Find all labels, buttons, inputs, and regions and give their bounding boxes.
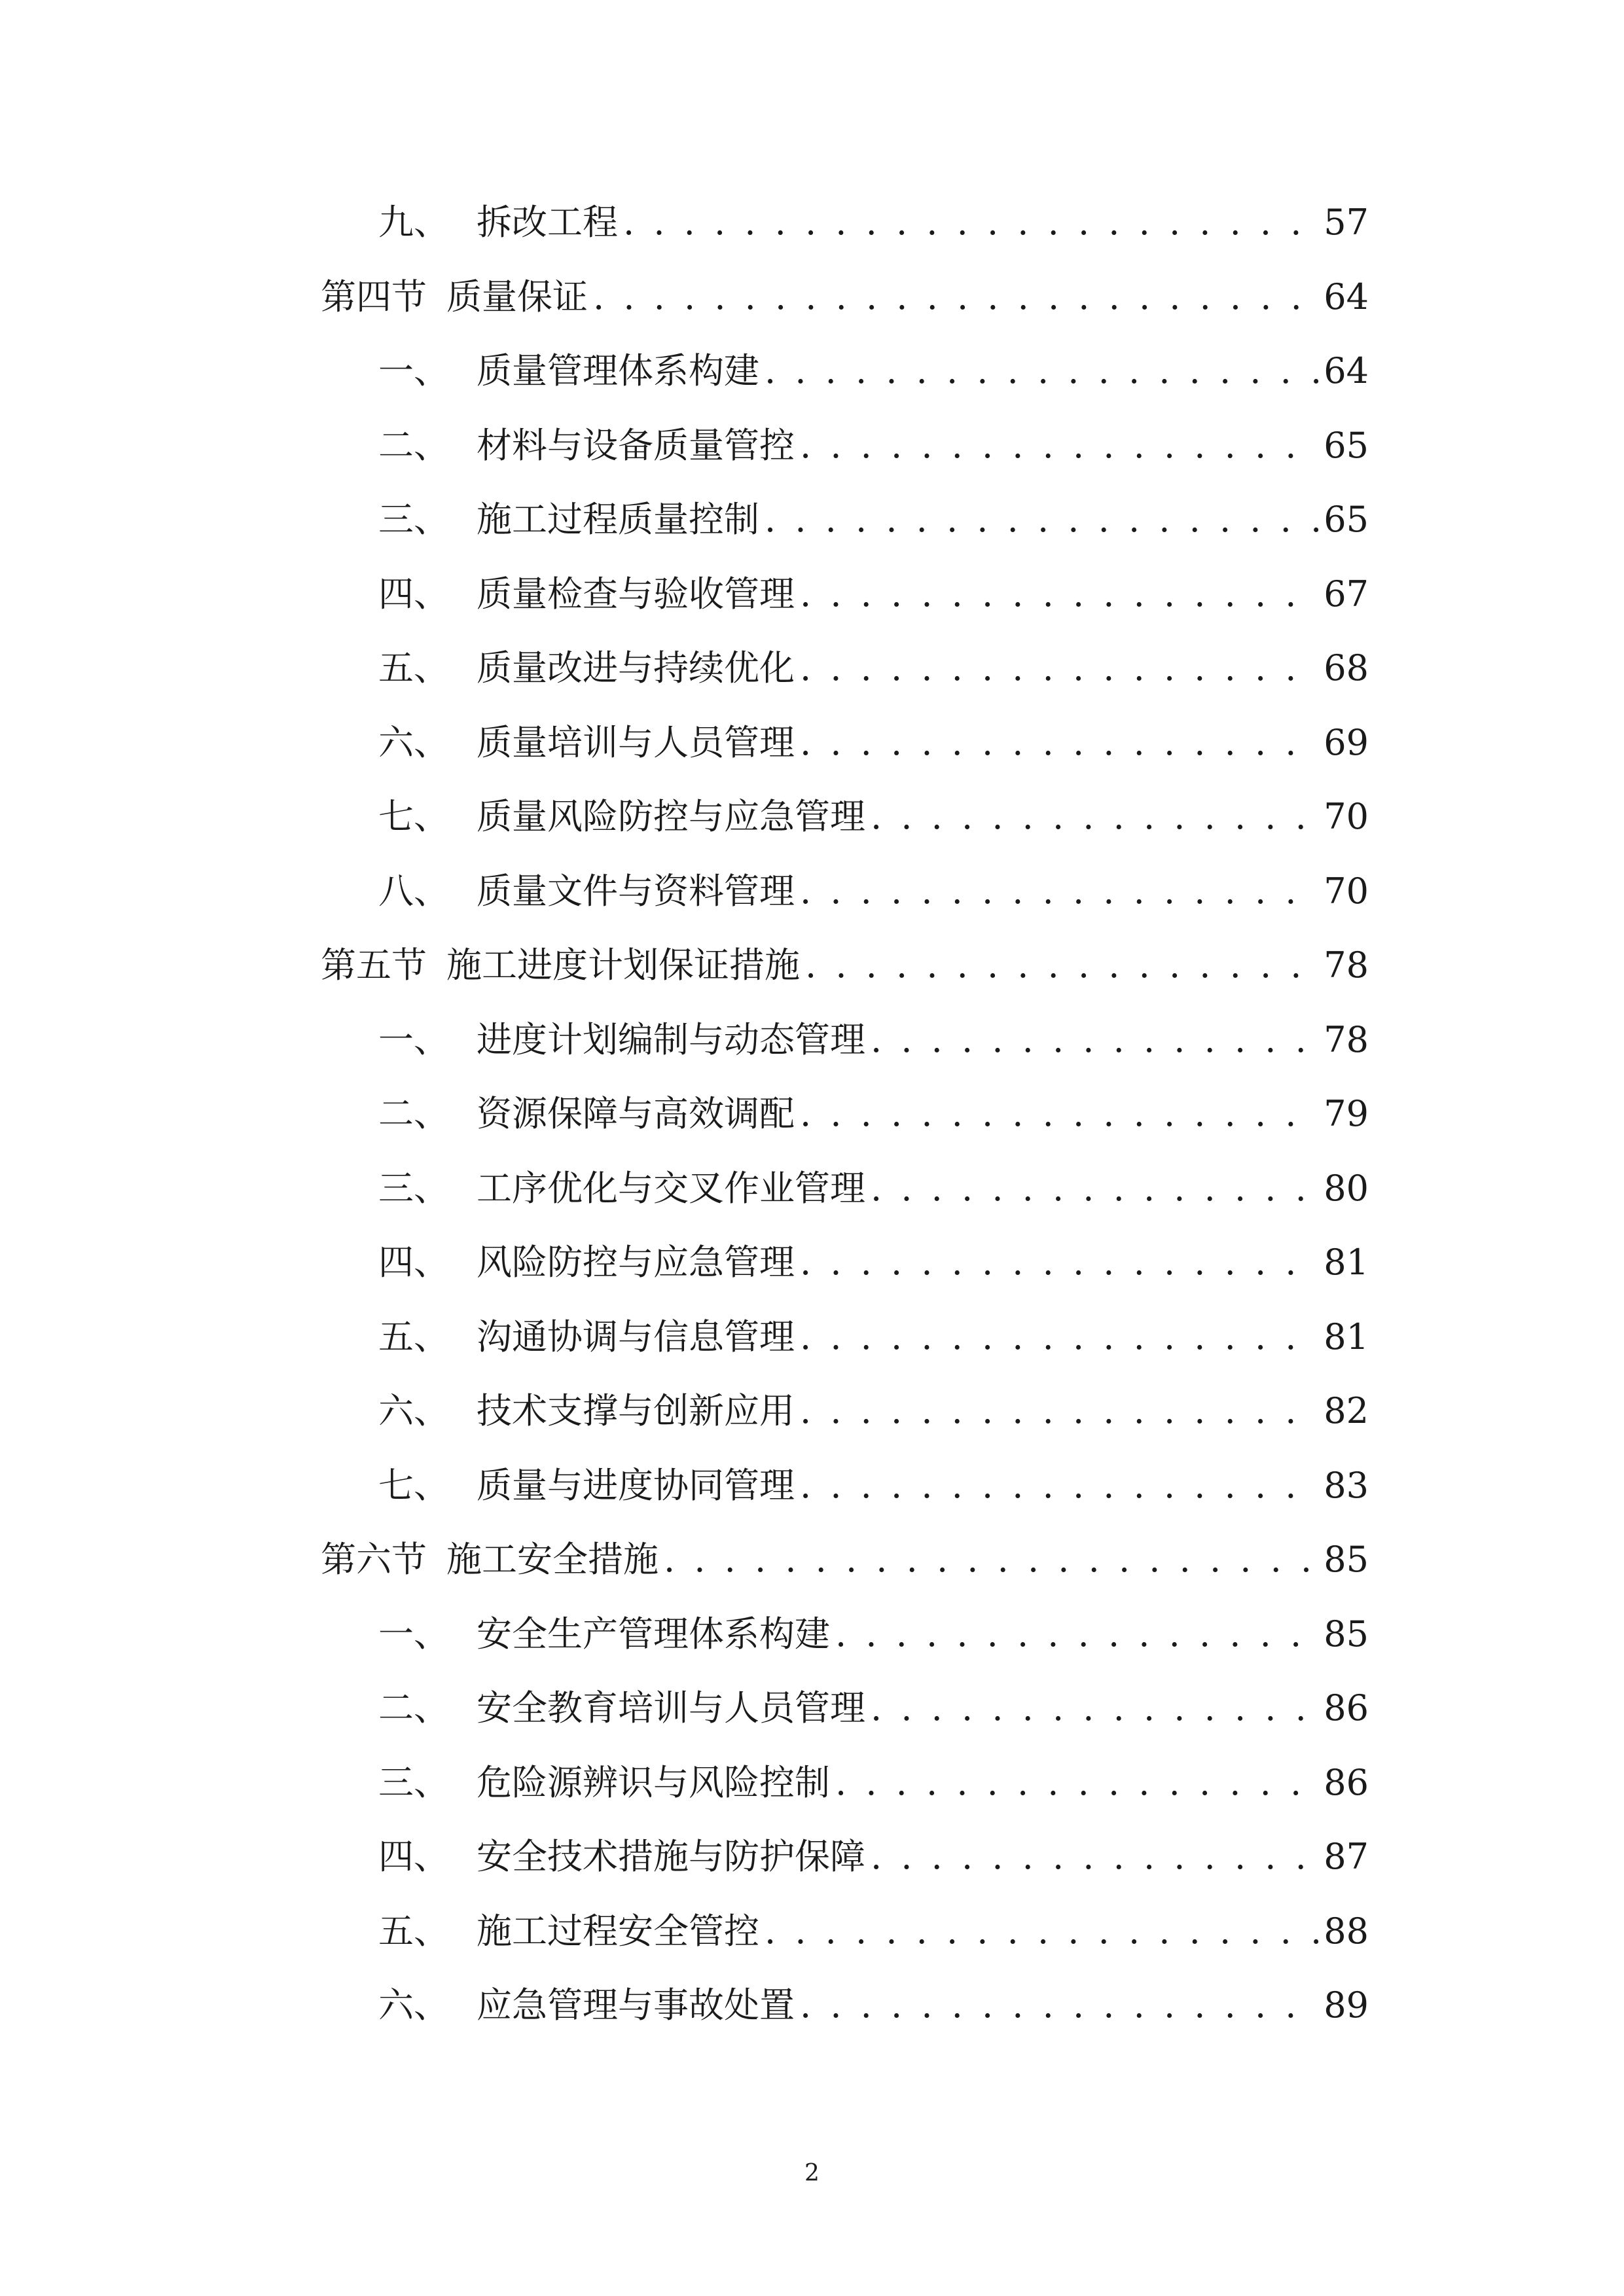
toc-entry-title: 施工进度计划保证措施 (446, 944, 800, 986)
toc-entry-page: 64 (1324, 350, 1369, 391)
toc-entry-number: 五、 (378, 1910, 449, 1952)
toc-dot-leader (664, 1534, 1318, 1586)
toc-entry-page: 78 (1324, 944, 1369, 986)
toc-entry-number: 七、 (378, 796, 449, 837)
toc-entry-title: 质量文件与资料管理 (477, 870, 795, 912)
toc-section-entry[interactable] (321, 939, 1369, 992)
toc-entry-page: 85 (1324, 1539, 1369, 1580)
toc-entry-page: 88 (1324, 1910, 1369, 1952)
toc-subsection-entry[interactable] (378, 345, 1369, 397)
toc-entry-title: 施工过程质量控制 (477, 499, 759, 540)
toc-dot-leader (765, 1905, 1318, 1958)
toc-entry-page: 83 (1324, 1464, 1369, 1506)
toc-entry-title: 施工安全措施 (446, 1539, 659, 1580)
toc-entry-number: 二、 (378, 1093, 449, 1134)
toc-subsection-entry[interactable] (378, 420, 1369, 472)
toc-dot-leader (835, 1608, 1318, 1660)
toc-dot-leader (623, 196, 1318, 249)
toc-entry-number: 六、 (378, 1984, 449, 2026)
toc-entry-title: 质量风险防控与应急管理 (477, 796, 865, 837)
toc-dot-leader (871, 791, 1318, 843)
toc-entry-page: 67 (1324, 573, 1369, 615)
toc-entry-number: 三、 (378, 499, 449, 540)
toc-entry-page: 82 (1324, 1390, 1369, 1431)
toc-subsection-entry[interactable] (378, 1905, 1369, 1958)
toc-entry-page: 65 (1324, 499, 1369, 540)
toc-entry-title: 质量改进与持续优化 (477, 647, 795, 689)
toc-entry-page: 81 (1324, 1242, 1369, 1283)
toc-dot-leader (871, 1014, 1318, 1066)
toc-subsection-entry[interactable] (378, 1757, 1369, 1809)
toc-dot-leader (800, 1311, 1318, 1363)
toc-entry-page: 80 (1324, 1167, 1369, 1209)
toc-entry-page: 85 (1324, 1613, 1369, 1655)
toc-subsection-entry[interactable] (378, 1385, 1369, 1437)
toc-entry-title: 资源保障与高效调配 (477, 1093, 795, 1134)
toc-entry-title: 质量保证 (446, 276, 588, 317)
toc-entry-page: 70 (1324, 870, 1369, 912)
toc-entry-number: 二、 (378, 1687, 449, 1729)
toc-dot-leader (800, 1460, 1318, 1512)
toc-dot-leader (871, 1682, 1318, 1734)
toc-subsection-entry[interactable] (378, 717, 1369, 769)
toc-subsection-entry[interactable] (378, 1311, 1369, 1363)
toc-subsection-entry[interactable] (378, 568, 1369, 620)
toc-dot-leader (765, 493, 1318, 546)
page-number: 2 (804, 2160, 820, 2187)
toc-entry-title: 安全技术措施与防护保障 (477, 1836, 865, 1877)
toc-entry-page: 64 (1324, 276, 1369, 317)
toc-dot-leader (800, 420, 1318, 472)
toc-section-entry[interactable] (321, 1534, 1369, 1586)
toc-dot-leader (800, 1088, 1318, 1140)
toc-entry-title: 质量管理体系构建 (477, 350, 759, 391)
toc-entry-title: 应急管理与事故处置 (477, 1984, 795, 2026)
toc-entry-title: 质量检查与验收管理 (477, 573, 795, 615)
toc-dot-leader (800, 717, 1318, 769)
toc-entry-number: 第六节 (321, 1539, 427, 1580)
toc-entry-title: 安全生产管理体系构建 (477, 1613, 830, 1655)
toc-dot-leader (800, 1979, 1318, 2032)
toc-entry-page: 57 (1324, 202, 1369, 243)
toc-dot-leader (593, 271, 1318, 323)
toc-section-entry[interactable] (321, 271, 1369, 323)
toc-entry-title: 材料与设备质量管控 (477, 424, 795, 466)
toc-entry-title: 风险防控与应急管理 (477, 1242, 795, 1283)
toc-entry-number: 六、 (378, 721, 449, 763)
toc-entry-title: 拆改工程 (477, 202, 618, 243)
toc-entry-title: 工序优化与交叉作业管理 (477, 1167, 865, 1209)
toc-dot-leader (800, 1385, 1318, 1437)
toc-entry-page: 69 (1324, 721, 1369, 763)
toc-entry-number: 一、 (378, 1018, 449, 1060)
toc-entry-page: 78 (1324, 1018, 1369, 1060)
toc-entry-title: 沟通协调与信息管理 (477, 1316, 795, 1357)
toc-subsection-entry[interactable] (378, 1460, 1369, 1512)
toc-subsection-entry[interactable] (378, 1831, 1369, 1883)
toc-entry-number: 四、 (378, 1242, 449, 1283)
toc-dot-leader (765, 345, 1318, 397)
toc-entry-number: 一、 (378, 350, 449, 391)
toc-entry-number: 三、 (378, 1167, 449, 1209)
toc-entry-number: 五、 (378, 647, 449, 689)
toc-entry-title: 技术支撑与创新应用 (477, 1390, 795, 1431)
toc-entry-number: 六、 (378, 1390, 449, 1431)
toc-dot-leader (800, 1236, 1318, 1289)
toc-entry-title: 质量培训与人员管理 (477, 721, 795, 763)
toc-entry-number: 四、 (378, 573, 449, 615)
toc-subsection-entry[interactable] (378, 1236, 1369, 1289)
toc-subsection-entry[interactable] (378, 196, 1369, 249)
toc-entry-number: 八、 (378, 870, 449, 912)
toc-entry-number: 九、 (378, 202, 449, 243)
toc-entry-page: 89 (1324, 1984, 1369, 2026)
toc-subsection-entry[interactable] (378, 865, 1369, 918)
toc-entry-number: 一、 (378, 1613, 449, 1655)
toc-subsection-entry[interactable] (378, 1014, 1369, 1066)
toc-subsection-entry[interactable] (378, 493, 1369, 546)
toc-subsection-entry[interactable] (378, 1608, 1369, 1660)
toc-dot-leader (871, 1162, 1318, 1215)
toc-dot-leader (800, 568, 1318, 620)
toc-dot-leader (800, 642, 1318, 694)
toc-entry-title: 施工过程安全管控 (477, 1910, 759, 1952)
toc-entry-page: 86 (1324, 1761, 1369, 1803)
toc-entry-title: 安全教育培训与人员管理 (477, 1687, 865, 1729)
toc-entry-page: 68 (1324, 647, 1369, 689)
toc-entry-page: 87 (1324, 1836, 1369, 1877)
toc-entry-page: 65 (1324, 424, 1369, 466)
toc-subsection-entry[interactable] (378, 791, 1369, 843)
toc-entry-page: 86 (1324, 1687, 1369, 1729)
toc-subsection-entry[interactable] (378, 1682, 1369, 1734)
toc-entry-number: 第五节 (321, 944, 427, 986)
toc-entry-number: 第四节 (321, 276, 427, 317)
toc-entry-title: 质量与进度协同管理 (477, 1464, 795, 1506)
toc-entry-number: 四、 (378, 1836, 449, 1877)
toc-dot-leader (871, 1831, 1318, 1883)
toc-subsection-entry[interactable] (378, 1162, 1369, 1215)
toc-subsection-entry[interactable] (378, 1979, 1369, 2032)
toc-subsection-entry[interactable] (378, 1088, 1369, 1140)
toc-entry-number: 三、 (378, 1761, 449, 1803)
toc-entry-title: 进度计划编制与动态管理 (477, 1018, 865, 1060)
toc-entry-number: 七、 (378, 1464, 449, 1506)
toc-dot-leader (800, 865, 1318, 918)
toc-entry-page: 79 (1324, 1093, 1369, 1134)
toc-entry-number: 五、 (378, 1316, 449, 1357)
toc-entry-number: 二、 (378, 424, 449, 466)
toc-dot-leader (805, 939, 1318, 992)
toc-entry-page: 70 (1324, 796, 1369, 837)
toc-entry-title: 危险源辨识与风险控制 (477, 1761, 830, 1803)
toc-dot-leader (835, 1757, 1318, 1809)
toc-entry-page: 81 (1324, 1316, 1369, 1357)
toc-subsection-entry[interactable] (378, 642, 1369, 694)
